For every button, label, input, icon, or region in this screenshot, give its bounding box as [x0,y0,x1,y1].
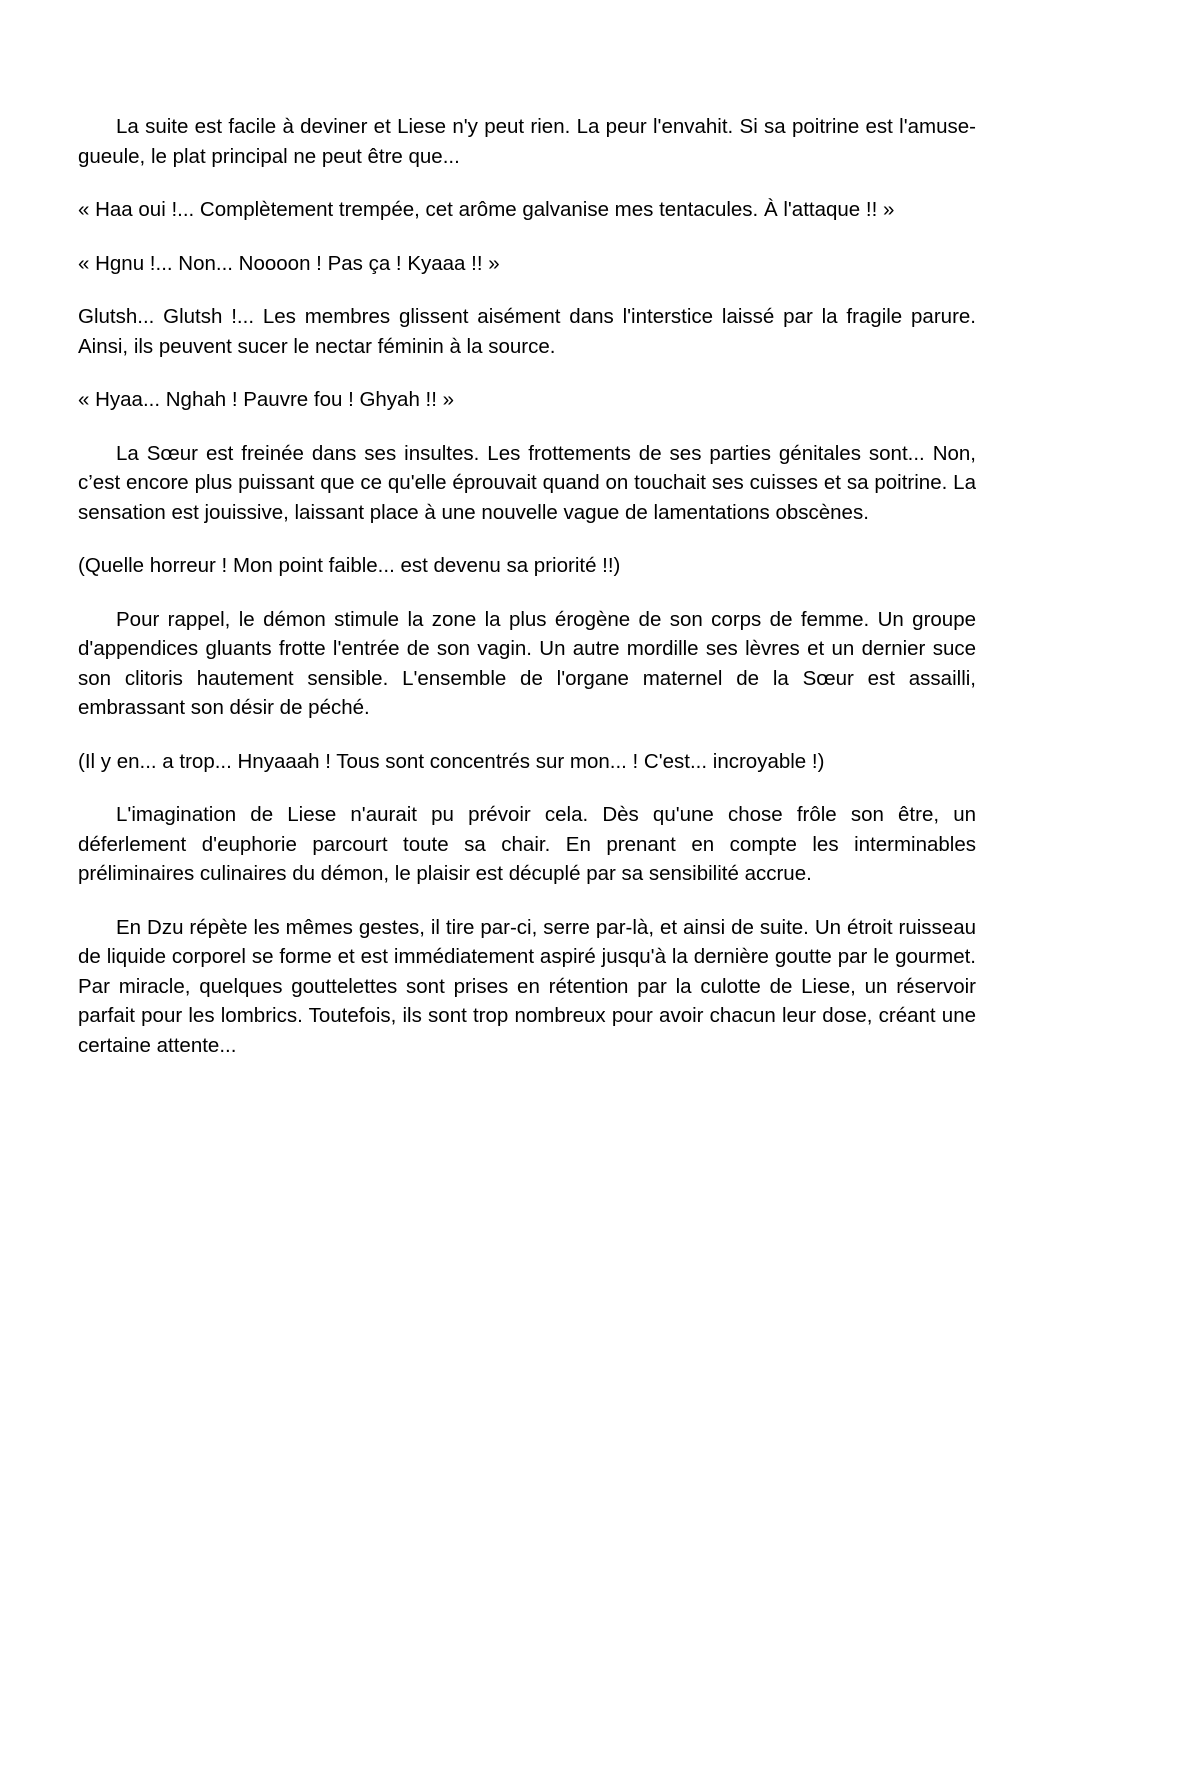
document-text-body [78,112,976,1060]
paragraph-9-thought: (Il y en... a trop... Hnyaaah ! Tous sont concentrés sur mon... ! C'est... incroyable !) [78,749,825,773]
paragraph-3-dialogue: « Hgnu !... Non... Noooon ! Pas ça ! Kyaaa !! » [78,251,500,275]
paragraph-2-dialogue: « Haa oui !... Complètement trempée, cet arôme galvanise mes tentacules. À l'attaque !! » [78,198,895,221]
paragraph-1: La suite est facile à deviner et Liese n'y peut rien. La peur l'envahit. Si sa poitrine est l'amuse-gueule, le plat principal ne peut être que... [78,115,976,168]
paragraph-8: Pour rappel, le démon stimule la zone la plus érogène de son corps de femme. Un groupe d'appendices gluants frotte l'entrée de son vagin. Un autre mordille ses lèvres et un dernier suce son clitoris hautement sensible. L'ensemble de l'organe maternel de la Sœur est assailli, embrassant son désir de péché. [78,607,976,719]
paragraph-10: L'imagination de Liese n'aurait pu prévoir cela. Dès qu'une chose frôle son être, un déferlement d'euphorie parcourt toute sa chair. En prenant en compte les interminables préliminaires culinaires du démon, le plaisir est décuplé par sa sensibilité accrue. [78,803,976,885]
paragraph-5-dialogue: « Hyaa... Nghah ! Pauvre fou ! Ghyah !! » [78,388,455,411]
paragraph-11: En Dzu répète les mêmes gestes, il tire par-ci, serre par-là, et ainsi de suite. Un étroit ruisseau de liquide corporel se forme et est immédiatement aspiré jusqu'à la dernière goutte par le gourmet. Par miracle, quelques gouttelettes sont prises en rétention par la culotte de Liese, un réservoir parfait pour les lombrics. Toutefois, ils sont trop nombreux pour avoir chacun leur dose, créant une certaine attente... [78,915,976,1057]
paragraph-6: La Sœur est freinée dans ses insultes. Les frottements de ses parties génitales sont... Non, c’est encore plus puissant que ce qu'elle éprouvait quand on touchait ses cuisses et sa poitrine. La sensation est jouissive, laissant place à une nouvelle vague de lamentations obscènes. [78,441,976,524]
paragraph-4: Glutsh... Glutsh !... Les membres glissent aisément dans l'interstice laissé par la fragile parure. Ainsi, ils peuvent sucer le nectar féminin à la source. [78,305,976,358]
paragraph-7-thought: (Quelle horreur ! Mon point faible... est devenu sa priorité !!) [78,554,621,577]
